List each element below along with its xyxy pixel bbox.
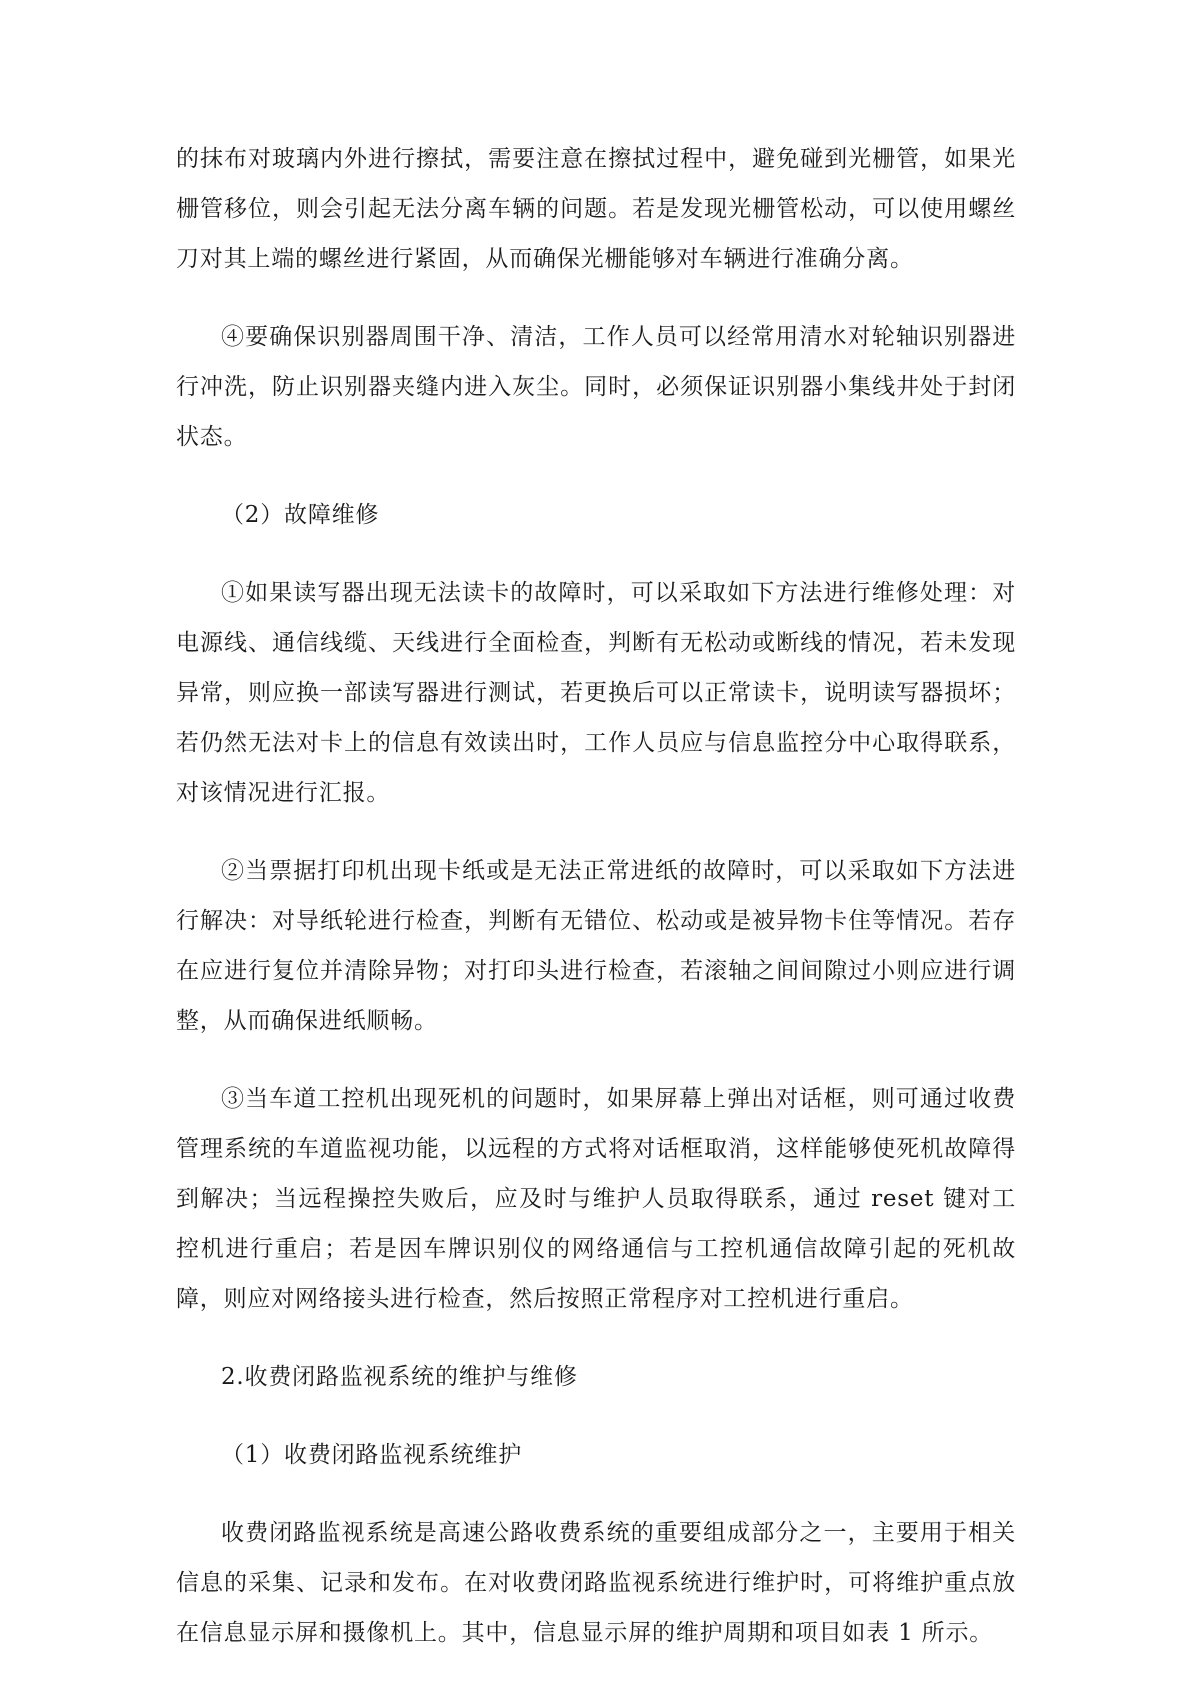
paragraph-continued: 的抹布对玻璃内外进行擦拭，需要注意在擦拭过程中，避免碰到光栅管，如果光栅管移位，则会引起无法分离车辆的问题。若是发现光栅管松动，可以使用螺丝刀对其上端的螺丝进行紧固，从而确保光栅能够对车辆进行准确分离。 xyxy=(176,146,1016,272)
subheading-cctv-maintenance: （1）收费闭路监视系统维护 xyxy=(221,1442,523,1468)
paragraph-item-2-printer: ②当票据打印机出现卡纸或是无法正常进纸的故障时，可以采取如下方法进行解决：对导纸轮进行检查，判断有无错位、松动或是被异物卡住等情况。若存在应进行复位并清除异物；对打印头进行检查，若滚轴之间间隙过小则应进行调整，从而确保进纸顺畅。 xyxy=(176,858,1016,1034)
subheading-fault-repair: （2）故障维修 xyxy=(221,502,380,528)
paragraph-item-1-card-reader: ①如果读写器出现无法读卡的故障时，可以采取如下方法进行维修处理：对电源线、通信线缆、天线进行全面检查，判断有无松动或断线的情况，若未发现异常，则应换一部读写器进行测试，若更换后可以正常读卡，说明读写器损坏；若仍然无法对卡上的信息有效读出时，工作人员应与信息监控分中心取得联系，对该情况进行汇报。 xyxy=(176,580,1016,806)
document-body xyxy=(176,134,1016,1686)
paragraph-cctv-overview: 收费闭路监视系统是高速公路收费系统的重要组成部分之一，主要用于相关信息的采集、记录和发布。在对收费闭路监视系统进行维护时，可将维护重点放在信息显示屏和摄像机上。其中，信息显示屏的维护周期和项目如表 1 所示。 xyxy=(176,1520,1016,1646)
paragraph-item-3-industrial-pc: ③当车道工控机出现死机的问题时，如果屏幕上弹出对话框，则可通过收费管理系统的车道监视功能，以远程的方式将对话框取消，这样能够使死机故障得到解决；当远程操控失败后，应及时与维护人员取得联系，通过 reset 键对工控机进行重启；若是因车牌识别仪的网络通信与工控机通信故障引起的死机故障，则应对网络接头进行检查，然后按照正常程序对工控机进行重启。 xyxy=(176,1086,1016,1312)
section-heading-cctv-system: 2.收费闭路监视系统的维护与维修 xyxy=(221,1364,578,1390)
paragraph-item-4-sensor-cleaning: ④要确保识别器周围干净、清洁，工作人员可以经常用清水对轮轴识别器进行冲洗，防止识别器夹缝内进入灰尘。同时，必须保证识别器小集线井处于封闭状态。 xyxy=(176,324,1016,450)
